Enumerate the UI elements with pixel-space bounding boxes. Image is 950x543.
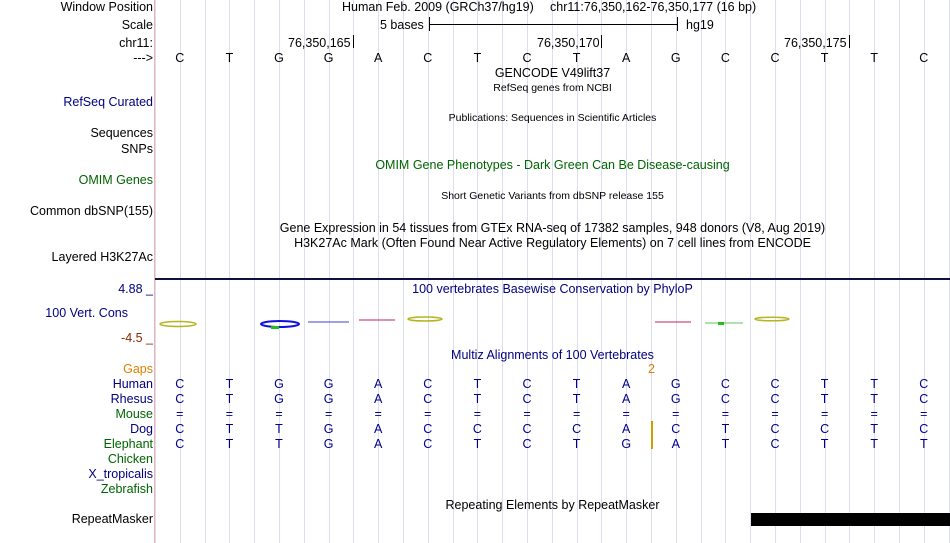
- aligned-base: G: [323, 422, 334, 436]
- sequence-base: T: [473, 51, 482, 65]
- aligned-base: =: [820, 407, 829, 421]
- label-chrom: chr11:: [119, 36, 153, 50]
- rmsk-track-desc: Repeating Elements by RepeatMasker: [445, 498, 660, 512]
- dbsnp-track-desc: Short Genetic Variants from dbSNP release 155: [441, 190, 664, 202]
- aligned-base: G: [323, 392, 334, 406]
- conservation-plot: [155, 312, 950, 334]
- aligned-base: A: [374, 437, 383, 451]
- sequence-base: T: [820, 51, 829, 65]
- aligned-base: T: [225, 437, 234, 451]
- sequence-base: G: [323, 51, 334, 65]
- aligned-base: C: [522, 377, 532, 391]
- aligned-base: C: [919, 377, 929, 391]
- label-strand[interactable]: --->: [133, 51, 153, 65]
- aligned-base: T: [572, 437, 581, 451]
- track-label-common-dbsnp[interactable]: Common dbSNP(155): [30, 204, 153, 218]
- aligned-base: C: [522, 437, 532, 451]
- track-label-omim-genes[interactable]: OMIM Genes: [78, 173, 153, 187]
- aligned-base: C: [919, 392, 929, 406]
- phylop-track-desc: 100 vertebrates Basewise Conservation by PhyloP: [412, 282, 693, 296]
- aligned-base: T: [225, 392, 234, 406]
- species-label[interactable]: Chicken: [107, 452, 153, 466]
- aligned-base: T: [870, 377, 878, 391]
- track-label-gaps[interactable]: Gaps: [123, 362, 153, 376]
- species-label[interactable]: X_tropicalis: [88, 467, 153, 481]
- aligned-base: T: [721, 437, 730, 451]
- aligned-base: =: [572, 407, 581, 421]
- assembly-name: Human Feb. 2009 (GRCh37/hg19): [342, 0, 534, 14]
- label-scale: Scale: [121, 18, 153, 32]
- track-label-vert-cons[interactable]: 100 Vert. Cons: [45, 306, 128, 320]
- base-sequence-row: [155, 49, 950, 64]
- aligned-base: =: [920, 407, 928, 421]
- scale-bar: [429, 24, 677, 25]
- scale-text: 5 bases: [380, 18, 424, 32]
- aligned-base: T: [870, 437, 878, 451]
- conservation-mark: [261, 321, 299, 327]
- species-label[interactable]: Rhesus: [110, 392, 153, 406]
- aligned-base: A: [622, 392, 631, 406]
- aligned-base: C: [175, 392, 185, 406]
- track-label-repeatmasker[interactable]: RepeatMasker: [71, 512, 153, 526]
- species-label[interactable]: Mouse: [115, 407, 153, 421]
- aligned-base: C: [770, 437, 780, 451]
- aligned-base: C: [522, 392, 532, 406]
- sequence-base: C: [175, 51, 185, 65]
- aligned-base: =: [870, 407, 878, 421]
- scale-bar-right: [677, 17, 678, 31]
- aligned-base: C: [820, 422, 830, 436]
- aligned-base: A: [622, 422, 631, 436]
- aligned-base: =: [523, 407, 531, 421]
- aligned-base: T: [721, 422, 730, 436]
- multiz-track-desc: Multiz Alignments of 100 Vertebrates: [451, 348, 654, 362]
- track-label-refseq[interactable]: RefSeq Curated: [63, 95, 153, 109]
- aligned-base: T: [275, 437, 283, 451]
- aligned-base: =: [473, 407, 482, 421]
- sequence-base: C: [919, 51, 929, 65]
- track-label-snps[interactable]: SNPs: [121, 142, 153, 156]
- aligned-base: T: [870, 392, 878, 406]
- aligned-base: T: [870, 422, 878, 436]
- track-divider: [155, 278, 950, 280]
- sequence-base: C: [423, 51, 433, 65]
- sequence-base: C: [720, 51, 730, 65]
- coord-tick: [601, 35, 602, 48]
- aligned-base: C: [175, 437, 185, 451]
- aligned-base: A: [622, 377, 631, 391]
- aligned-base: C: [671, 422, 681, 436]
- aligned-base: T: [820, 377, 829, 391]
- sequence-base: G: [670, 51, 681, 65]
- aligned-base: C: [572, 422, 582, 436]
- aligned-base: =: [424, 407, 432, 421]
- aligned-base: C: [720, 377, 730, 391]
- window-position-text: chr11:76,350,162-76,350,177 (16 bp): [550, 0, 757, 14]
- coord-tick-label: 76,350,175: [784, 36, 847, 50]
- sequence-base: T: [572, 51, 581, 65]
- sequence-base: C: [770, 51, 780, 65]
- aligned-base: A: [374, 422, 383, 436]
- h3k27ac-track-desc: H3K27Ac Mark (Often Found Near Active Regulatory Elements) on 7 cell lines from ENCODE: [294, 236, 811, 250]
- aligned-base: C: [770, 422, 780, 436]
- sequence-base: A: [374, 51, 383, 65]
- aligned-base: =: [672, 407, 680, 421]
- conservation-mark: [271, 326, 279, 329]
- sequence-base: T: [870, 51, 878, 65]
- sequence-base: G: [274, 51, 284, 65]
- conservation-mark: [160, 322, 196, 327]
- species-label[interactable]: Elephant: [103, 437, 153, 451]
- aligned-base: C: [175, 422, 185, 436]
- aligned-base: =: [176, 407, 184, 421]
- phylop-min-label: -4.5 _: [121, 331, 153, 345]
- aligned-base: C: [472, 422, 482, 436]
- aligned-base: T: [473, 392, 482, 406]
- aligned-base: A: [374, 392, 383, 406]
- aligned-base: =: [771, 407, 779, 421]
- aligned-base: =: [275, 407, 283, 421]
- sequence-base: C: [522, 51, 532, 65]
- coord-tick: [353, 35, 354, 48]
- aligned-base: A: [671, 437, 680, 451]
- aligned-base: C: [522, 422, 532, 436]
- aligned-base: T: [572, 392, 581, 406]
- species-label[interactable]: Zebrafish: [100, 482, 153, 496]
- gencode-track-title[interactable]: GENCODE V49lift37: [494, 66, 611, 80]
- refseq-track-desc: RefSeq genes from NCBI: [493, 82, 612, 94]
- aligned-base: G: [670, 392, 681, 406]
- aligned-base: T: [919, 437, 928, 451]
- aligned-base: C: [770, 377, 780, 391]
- conservation-mark: [755, 317, 789, 321]
- aligned-base: C: [423, 437, 433, 451]
- repeat-element-bar[interactable]: [751, 513, 950, 526]
- aligned-base: T: [473, 437, 482, 451]
- aligned-base: =: [324, 407, 333, 421]
- conservation-mark: [408, 317, 442, 321]
- gtex-track-desc: Gene Expression in 54 tissues from GTEx RNA-seq of 17382 samples, 948 donors (V8, Aug 2019): [279, 221, 826, 235]
- aligned-base: A: [374, 377, 383, 391]
- aligned-base: G: [621, 437, 632, 451]
- aligned-base: C: [175, 377, 185, 391]
- insertion-marker: [651, 421, 653, 449]
- aligned-base: C: [423, 377, 433, 391]
- species-label[interactable]: Human: [112, 377, 153, 391]
- gap-count: 2: [648, 362, 655, 376]
- aligned-base: T: [820, 437, 829, 451]
- aligned-base: T: [820, 392, 829, 406]
- aligned-base: =: [374, 407, 382, 421]
- aligned-base: T: [225, 377, 234, 391]
- aligned-base: =: [225, 407, 234, 421]
- aligned-base: G: [323, 377, 334, 391]
- sequence-base: T: [225, 51, 234, 65]
- publications-track-desc: Publications: Sequences in Scientific Articles: [448, 112, 657, 124]
- aligned-base: G: [670, 377, 681, 391]
- aligned-base: C: [919, 422, 929, 436]
- aligned-base: C: [770, 392, 780, 406]
- aligned-base: G: [274, 377, 284, 391]
- coord-tick: [849, 35, 850, 48]
- conservation-mark: [718, 322, 724, 325]
- aligned-base: T: [473, 377, 482, 391]
- aligned-base: G: [323, 437, 334, 451]
- aligned-base: =: [721, 407, 730, 421]
- sequence-base: A: [622, 51, 631, 65]
- species-label[interactable]: Dog: [130, 422, 153, 436]
- aligned-base: =: [622, 407, 630, 421]
- coord-tick-label: 76,350,170: [537, 36, 600, 50]
- track-label-layered-h3k27ac[interactable]: Layered H3K27Ac: [51, 250, 153, 264]
- coord-tick-label: 76,350,165: [288, 36, 351, 50]
- aligned-base: T: [225, 422, 234, 436]
- aligned-base: G: [274, 392, 284, 406]
- label-window-position: Window Position: [60, 0, 153, 14]
- aligned-base: T: [275, 422, 283, 436]
- aligned-base: C: [423, 392, 433, 406]
- aligned-base: C: [423, 422, 433, 436]
- phylop-max-label: 4.88 _: [118, 282, 153, 296]
- omim-track-desc: OMIM Gene Phenotypes - Dark Green Can Be Disease-causing: [375, 158, 730, 172]
- track-label-sequences[interactable]: Sequences: [90, 126, 153, 140]
- aligned-base: T: [572, 377, 581, 391]
- aligned-base: C: [720, 392, 730, 406]
- scale-db: hg19: [686, 18, 714, 32]
